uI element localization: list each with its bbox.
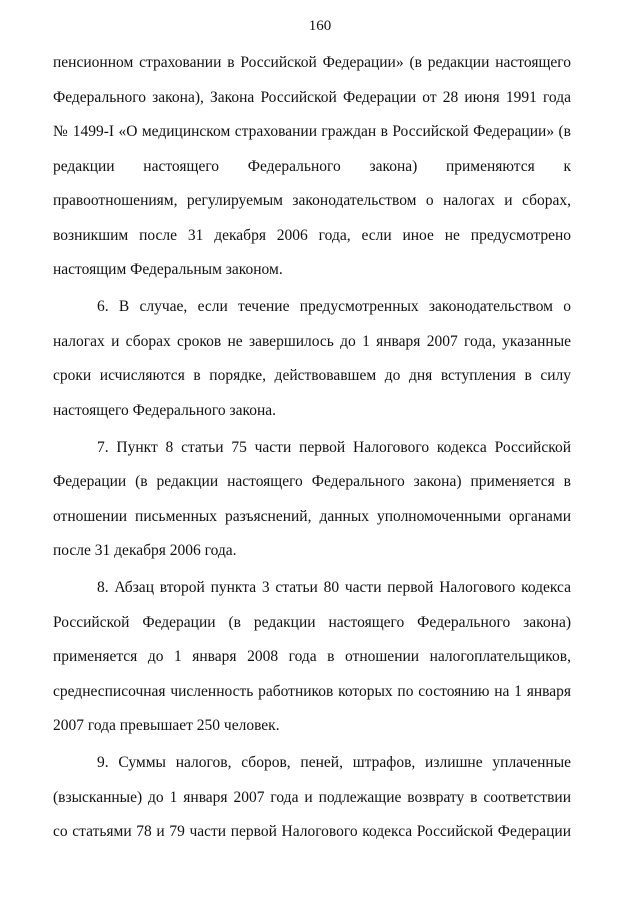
text-line: сроки исчисляются в порядке, действовавшем до дня вступления в силу xyxy=(53,367,571,385)
text-line: 2007 года превышает 250 человек. xyxy=(53,717,280,735)
text-line: Федерации (в редакции настоящего Федерального закона) применяется в xyxy=(53,473,571,491)
text-line: после 31 декабря 2006 года. xyxy=(53,542,237,560)
text-line: правоотношениям, регулируемым законодательством о налогах и сборах, xyxy=(53,192,571,209)
text-line: среднесписочная численность работников которых по состоянию на 1 января xyxy=(53,682,571,700)
page-number: 160 xyxy=(308,18,332,34)
text-line-paragraph-start: 9. Суммы налогов, сборов, пеней, штрафов, излишне уплаченные xyxy=(97,754,571,772)
text-line: применяется до 1 января 2008 года в отношении налогоплательщиков, xyxy=(53,648,571,666)
text-line: Федерального закона), Закона Российской Федерации от 28 июня 1991 года xyxy=(53,88,571,106)
text-line: Российской Федерации (в редакции настоящего Федерального закона) xyxy=(53,613,571,631)
text-line: отношении письменных разъяснений, данных уполномоченными органами xyxy=(53,507,571,525)
text-line: № 1499-I «О медицинском страховании граждан в Российской Федерации» (в xyxy=(53,123,571,140)
text-line: (взысканные) до 1 января 2007 года и подлежащие возврату в соответствии xyxy=(53,788,571,806)
text-line: со статьями 78 и 79 части первой Налогового кодекса Российской Федерации xyxy=(53,823,571,841)
text-line: возникшим после 31 декабря 2006 года, если иное не предусмотрено xyxy=(53,226,571,244)
document-body xyxy=(53,46,571,850)
text-line: редакции настоящего Федерального закона) применяются к xyxy=(53,157,571,175)
text-line: пенсионном страховании в Российской Федерации» (в редакции настоящего xyxy=(53,54,571,71)
text-line: настоящего Федерального закона. xyxy=(53,401,277,419)
text-line: налогах и сборах сроков не завершилось до 1 января 2007 года, указанные xyxy=(53,332,571,350)
text-line-paragraph-start: 6. В случае, если течение предусмотренных законодательством о xyxy=(97,298,571,316)
text-line-paragraph-start: 7. Пункт 8 статьи 75 части первой Налогового кодекса Российской xyxy=(97,438,571,456)
text-line-paragraph-start: 8. Абзац второй пункта 3 статьи 80 части первой Налогового кодекса xyxy=(97,579,571,597)
text-line: настоящим Федеральным законом. xyxy=(53,261,283,278)
